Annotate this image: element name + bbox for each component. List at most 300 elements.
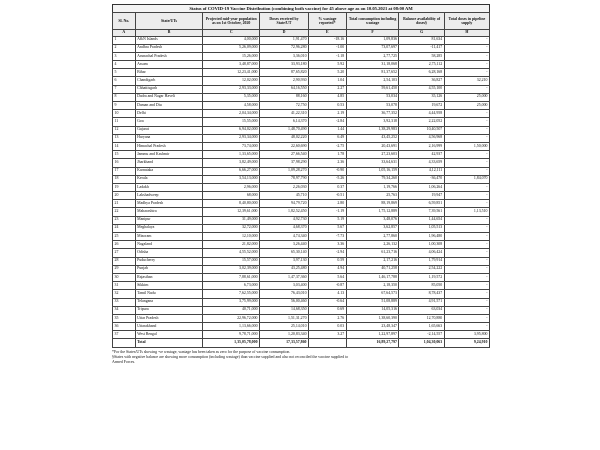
cell-wastage: -1.18 — [309, 52, 347, 60]
cell-population: 40,71,000 — [203, 306, 260, 314]
cell-wastage: 1.04 — [309, 77, 347, 85]
table-row — [113, 93, 490, 101]
cell-sl-no: 5 — [113, 69, 136, 77]
cell-pipeline: 32,210 — [444, 77, 489, 85]
cell-population: 21,82,000 — [203, 241, 260, 249]
cell-pipeline: - — [444, 224, 489, 232]
cell-pipeline: - — [444, 118, 489, 126]
cell-doses-received: 3,36,010 — [260, 52, 309, 60]
cell-population: 3,75,99,000 — [203, 298, 260, 306]
cell-consumption: 20,43,691 — [346, 142, 399, 150]
cell-state-name: Chhattisgarh — [135, 85, 203, 93]
cell-wastage: 2.80 — [309, 200, 347, 208]
cell-wastage: -0.90 — [309, 167, 347, 175]
cell-balance: 12,70,880 — [399, 314, 444, 322]
cell-pipeline: - — [444, 265, 489, 273]
cell-wastage: -2.94 — [309, 249, 347, 257]
cell-state-name: Maharashtra — [135, 208, 203, 216]
table-row — [113, 167, 490, 175]
cell-balance: 19,672 — [399, 102, 444, 110]
cell-state-name: Daman and Diu — [135, 102, 203, 110]
table-row — [113, 290, 490, 298]
cell-population: 8,40,80,000 — [203, 200, 260, 208]
cell-balance: -11,417 — [399, 44, 444, 52]
cell-sl-no: 34 — [113, 306, 136, 314]
cell-consumption: 23,48,347 — [346, 323, 399, 331]
table-row — [113, 77, 490, 85]
cell-consumption: 2,18,350 — [346, 282, 399, 290]
cell-doses-received: 94,79,720 — [260, 200, 309, 208]
table-row — [113, 192, 490, 200]
cell-wastage: 4.85 — [309, 93, 347, 101]
cell-pipeline: - — [444, 126, 489, 134]
cell-state-name: Assam — [135, 61, 203, 69]
cell-state-name: Himachal Pradesh — [135, 142, 203, 150]
cell-pipeline: - — [444, 233, 489, 241]
cell-sl-no: 14 — [113, 142, 136, 150]
cell-population: 1,33,65,000 — [203, 151, 260, 159]
cell-population: 68,000 — [203, 192, 260, 200]
total-balance: 1,04,30,063 — [399, 339, 444, 348]
cell-sl-no: 27 — [113, 249, 136, 257]
cell-state-name: Gujarat — [135, 126, 203, 134]
cell-wastage: 6.49 — [309, 134, 347, 142]
footnotes — [112, 350, 490, 365]
cell-consumption: 67,64,573 — [346, 290, 399, 298]
cell-state-name: Puducherry — [135, 257, 203, 265]
cell-balance: 19,947 — [399, 192, 444, 200]
cell-population: 6,73,000 — [203, 282, 260, 290]
cell-doses-received: 78,97,790 — [260, 175, 309, 183]
cell-wastage: 4.94 — [309, 265, 347, 273]
table-row — [113, 265, 490, 273]
cell-state-name: Punjab — [135, 265, 203, 273]
cell-balance: 1,06,264 — [399, 183, 444, 191]
cell-population: 5,35,000 — [203, 93, 260, 101]
footnote-negative-balance: §States with negative balance are showing more consumption (including wastage) than vaccine supplied and also not reconciled the vaccine supplied to — [112, 354, 349, 359]
cell-doses-received: 64,16,550 — [260, 85, 309, 93]
cell-pipeline: - — [444, 282, 489, 290]
table-header — [113, 13, 490, 30]
cell-population: 6,66,27,000 — [203, 167, 260, 175]
cell-balance: 1,19,572 — [399, 273, 444, 281]
cell-sl-no: 29 — [113, 265, 136, 273]
column-letter: C — [203, 30, 260, 37]
header-sl-no: Sl. No. — [113, 13, 136, 30]
cell-consumption: 79,34,260 — [346, 175, 399, 183]
cell-population: 2,93,33,000 — [203, 85, 260, 93]
cell-doses-received: 1,82,52,450 — [260, 208, 309, 216]
cell-pipeline: - — [444, 134, 489, 142]
cell-consumption: 88,19,869 — [346, 200, 399, 208]
cell-sl-no: 17 — [113, 167, 136, 175]
total-population: 1,35,05,78,000 — [203, 339, 260, 348]
cell-state-name: Tripura — [135, 306, 203, 314]
cell-pipeline: - — [444, 192, 489, 200]
table-row — [113, 175, 490, 183]
cell-sl-no: 15 — [113, 151, 136, 159]
cell-doses-received: 4,92,730 — [260, 216, 309, 224]
cell-balance: 10,40,507 — [399, 126, 444, 134]
cell-population: 2,96,000 — [203, 183, 260, 191]
column-letter: A — [113, 30, 136, 37]
cell-population: 15,55,000 — [203, 118, 260, 126]
cell-state-name: Dadra and Nagar Haveli — [135, 93, 203, 101]
cell-population: 12,39,61,000 — [203, 208, 260, 216]
cell-consumption: 43,45,252 — [346, 134, 399, 142]
header-balance: Balance availability of doses§ — [399, 13, 444, 30]
column-letter: H — [444, 30, 489, 37]
cell-doses-received: 33,93,180 — [260, 61, 309, 69]
cell-state-name: Karnataka — [135, 167, 203, 175]
cell-population: 12,23,41,000 — [203, 69, 260, 77]
cell-consumption: 1,22,97,897 — [346, 331, 399, 339]
table-row — [113, 126, 490, 134]
total-doses-received: 17,33,57,860 — [260, 339, 309, 348]
cell-sl-no: 16 — [113, 159, 136, 167]
total-pipeline: 9,24,910 — [444, 339, 489, 348]
table-row — [113, 306, 490, 314]
cell-doses-received: 1,09,28,270 — [260, 167, 309, 175]
cell-wastage: 4.13 — [309, 290, 347, 298]
cell-pipeline: - — [444, 85, 489, 93]
cell-sl-no: 8 — [113, 93, 136, 101]
cell-consumption: 2,77,860 — [346, 233, 399, 241]
cell-pipeline: - — [444, 306, 489, 314]
column-letter: F — [346, 30, 399, 37]
table-row — [113, 134, 490, 142]
cell-doses-received: 37,98,290 — [260, 159, 309, 167]
cell-pipeline: - — [444, 298, 489, 306]
cell-sl-no: 25 — [113, 233, 136, 241]
header-doses-received: Doses received by State/UT — [260, 13, 309, 30]
cell-state-name: Nagaland — [135, 241, 203, 249]
cell-state-name: Chandigarh — [135, 77, 203, 85]
cell-pipeline: - — [444, 183, 489, 191]
cell-state-name: Uttarakhand — [135, 323, 203, 331]
cell-doses-received: 2,26,030 — [260, 183, 309, 191]
total-consumption: 16,89,27,797 — [346, 339, 399, 348]
vaccine-table — [112, 12, 490, 348]
cell-pipeline: - — [444, 52, 489, 60]
cell-state-name: A&N Islands — [135, 36, 203, 44]
cell-state-name: Sikkim — [135, 282, 203, 290]
cell-balance: 4,91,571 — [399, 298, 444, 306]
cell-sl-no: 31 — [113, 282, 136, 290]
table-row — [113, 208, 490, 216]
cell-pipeline: - — [444, 273, 489, 281]
cell-doses-received: 65,30,140 — [260, 249, 309, 257]
cell-pipeline: - — [444, 36, 489, 44]
table-row — [113, 102, 490, 110]
cell-doses-received: 72,750 — [260, 102, 309, 110]
table-row — [113, 323, 490, 331]
cell-doses-received: 3,97,130 — [260, 257, 309, 265]
cell-state-name: Uttar Pradesh — [135, 314, 203, 322]
cell-wastage: 3.36 — [309, 241, 347, 249]
cell-pipeline: - — [444, 249, 489, 257]
cell-state-name: Mizoram — [135, 233, 203, 241]
cell-balance: 4,33,659 — [399, 159, 444, 167]
cell-sl-no: 23 — [113, 216, 136, 224]
cell-population: 1,13,66,000 — [203, 323, 260, 331]
cell-sl-no: 12 — [113, 126, 136, 134]
cell-wastage: 2.36 — [309, 159, 347, 167]
cell-state-name: Jammu and Kashmir — [135, 151, 203, 159]
cell-pipeline: - — [444, 159, 489, 167]
cell-balance: 1,79,914 — [399, 257, 444, 265]
cell-consumption: 2,77,725 — [346, 52, 399, 60]
cell-consumption: 31,18,068 — [346, 61, 399, 69]
cell-population: 4,55,52,000 — [203, 249, 260, 257]
cell-state-name: Meghalaya — [135, 224, 203, 232]
cell-sl-no: 3 — [113, 52, 136, 60]
cell-consumption: 53,078 — [346, 102, 399, 110]
cell-wastage: 0.53 — [309, 102, 347, 110]
cell-sl-no: 21 — [113, 200, 136, 208]
cell-balance: 8,78,437 — [399, 290, 444, 298]
cell-wastage: -0.51 — [309, 192, 347, 200]
table-row — [113, 298, 490, 306]
cell-state-name: Madhya Pradesh — [135, 200, 203, 208]
header-consumption: Total consumption including wastage — [346, 13, 399, 30]
cell-pipeline: - — [444, 257, 489, 265]
cell-pipeline: - — [444, 314, 489, 322]
cell-balance: 35,126 — [399, 93, 444, 101]
cell-population: 7,88,61,000 — [203, 273, 260, 281]
cell-pipeline: 1,50,000 — [444, 142, 489, 150]
table-row — [113, 85, 490, 93]
cell-consumption: 53,034 — [346, 93, 399, 101]
cell-wastage: 5.92 — [309, 61, 347, 69]
cell-population: 2,04,34,000 — [203, 110, 260, 118]
cell-pipeline: - — [444, 200, 489, 208]
cell-balance: -36,470 — [399, 175, 444, 183]
cell-state-name: Goa — [135, 118, 203, 126]
cell-sl-no: 7 — [113, 85, 136, 93]
total-row — [113, 339, 490, 348]
cell-balance: 4,55,100 — [399, 85, 444, 93]
cell-state-name: Arunachal Pradesh — [135, 52, 203, 60]
cell-state-name: Rajasthan — [135, 273, 203, 281]
table-row — [113, 200, 490, 208]
table-row — [113, 44, 490, 52]
table-row — [113, 183, 490, 191]
cell-doses-received: 2,90,930 — [260, 77, 309, 85]
cell-doses-received: 1,47,37,360 — [260, 273, 309, 281]
cell-sl-no: 36 — [113, 323, 136, 331]
cell-sl-no: 4 — [113, 61, 136, 69]
cell-population: 3,54,13,000 — [203, 175, 260, 183]
cell-doses-received: 22,60,690 — [260, 142, 309, 150]
cell-balance: 63,034 — [399, 306, 444, 314]
cell-wastage: 5.20 — [309, 69, 347, 77]
cell-pipeline: 25,000 — [444, 93, 489, 101]
header-state: State/UTs — [135, 13, 203, 30]
cell-state-name: Manipur — [135, 216, 203, 224]
cell-sl-no: 24 — [113, 224, 136, 232]
cell-balance: 2,75,112 — [399, 61, 444, 69]
cell-sl-no: 10 — [113, 110, 136, 118]
cell-population: 2,93,34,000 — [203, 134, 260, 142]
cell-population: 32,72,000 — [203, 224, 260, 232]
cell-balance: 4,56,968 — [399, 134, 444, 142]
cell-wastage: 5.67 — [309, 224, 347, 232]
cell-doses-received: 87,65,820 — [260, 69, 309, 77]
table-row — [113, 69, 490, 77]
cell-sl-no: 19 — [113, 183, 136, 191]
cell-consumption: 1,05,16,159 — [346, 167, 399, 175]
table-row — [113, 61, 490, 69]
cell-wastage: -7.73 — [309, 233, 347, 241]
table-row — [113, 241, 490, 249]
cell-wastage: 5.19 — [309, 216, 347, 224]
header-population: Projected mid-year population as on 1st October, 2020 — [203, 13, 260, 30]
cell-balance: 58,285 — [399, 52, 444, 60]
table-row — [113, 273, 490, 281]
cell-doses-received: 4,68,370 — [260, 224, 309, 232]
cell-wastage: -18.16 — [309, 36, 347, 44]
cell-consumption: 33,64,631 — [346, 159, 399, 167]
cell-balance: 6,59,851 — [399, 200, 444, 208]
cell-balance: 1,00,308 — [399, 241, 444, 249]
cell-wastage: 0.59 — [309, 257, 347, 265]
cell-wastage: 1.44 — [309, 126, 347, 134]
cell-consumption: 81,37,652 — [346, 69, 399, 77]
cell-balance: 1,44,654 — [399, 216, 444, 224]
cell-wastage: -0.87 — [309, 282, 347, 290]
cell-consumption: 2,54,103 — [346, 77, 399, 85]
cell-consumption: 51,08,889 — [346, 298, 399, 306]
cell-consumption: 3,92,318 — [346, 118, 399, 126]
cell-wastage: 0.03 — [309, 323, 347, 331]
cell-balance: 4,06,424 — [399, 249, 444, 257]
cell-wastage: -0.64 — [309, 298, 347, 306]
cell-doses-received: 56,00,460 — [260, 298, 309, 306]
cell-state-name: Bihar — [135, 69, 203, 77]
table-row — [113, 257, 490, 265]
total-label: Total — [135, 339, 203, 348]
cell-balance: 4,12,111 — [399, 167, 444, 175]
cell-wastage: 2.19 — [309, 110, 347, 118]
cell-consumption: 3,48,076 — [346, 216, 399, 224]
cell-consumption: 1,38,29,983 — [346, 126, 399, 134]
cell-consumption: 36,77,352 — [346, 110, 399, 118]
cell-state-name: Tamil Nadu — [135, 290, 203, 298]
cell-balance: 42,937 — [399, 151, 444, 159]
cell-pipeline: - — [444, 69, 489, 77]
cell-consumption: 59,61,450 — [346, 85, 399, 93]
cell-consumption: 73,07,697 — [346, 44, 399, 52]
cell-pipeline: - — [444, 61, 489, 69]
cell-balance: -2,14,557 — [399, 331, 444, 339]
cell-pipeline: - — [444, 323, 489, 331]
total-wastage — [309, 339, 347, 348]
cell-doses-received: 27,66,540 — [260, 151, 309, 159]
cell-consumption: 1,46,17,788 — [346, 273, 399, 281]
column-letter: B — [135, 30, 203, 37]
cell-consumption: 1,38,60,390 — [346, 314, 399, 322]
cell-state-name: West Bengal — [135, 331, 203, 339]
cell-consumption: 2,17,216 — [346, 257, 399, 265]
column-letter: E — [309, 30, 347, 37]
column-letter: D — [260, 30, 309, 37]
table-row — [113, 216, 490, 224]
cell-state-name: Lakshadweep — [135, 192, 203, 200]
cell-sl-no: 20 — [113, 192, 136, 200]
cell-population: 12,10,000 — [203, 233, 260, 241]
cell-doses-received: 45,710 — [260, 192, 309, 200]
cell-state-name: Kerala — [135, 175, 203, 183]
cell-population: 4,00,000 — [203, 36, 260, 44]
cell-population: 3,02,39,000 — [203, 265, 260, 273]
table-row — [113, 118, 490, 126]
header-pipeline: Total doses in pipeline supply — [444, 13, 489, 30]
cell-pipeline: - — [444, 110, 489, 118]
cell-population: 4,58,000 — [203, 102, 260, 110]
cell-doses-received: 43,25,480 — [260, 265, 309, 273]
cell-consumption: 61,23,716 — [346, 249, 399, 257]
cell-consumption: 25,763 — [346, 192, 399, 200]
cell-doses-received: 1,48,70,490 — [260, 126, 309, 134]
cell-population: 15,26,000 — [203, 52, 260, 60]
cell-population: 3,82,49,000 — [203, 159, 260, 167]
cell-sl-no: 37 — [113, 331, 136, 339]
table-row — [113, 249, 490, 257]
cell-population: 22,96,72,000 — [203, 314, 260, 322]
cell-balance: 7,39,561 — [399, 208, 444, 216]
cell-balance: 1,65,663 — [399, 323, 444, 331]
cell-balance: 4,44,958 — [399, 110, 444, 118]
cell-sl-no: 11 — [113, 118, 136, 126]
cell-state-name: Odisha — [135, 249, 203, 257]
cell-sl-no: 26 — [113, 241, 136, 249]
cell-wastage: -1.00 — [309, 44, 347, 52]
cell-doses-received: 6,14,370 — [260, 118, 309, 126]
cell-wastage: 2.27 — [309, 85, 347, 93]
cell-doses-received: 14,68,350 — [260, 306, 309, 314]
cell-doses-received: 76,43,010 — [260, 290, 309, 298]
cell-consumption: 3,62,857 — [346, 224, 399, 232]
cell-doses-received: 3,03,400 — [260, 282, 309, 290]
cell-consumption: 14,05,316 — [346, 306, 399, 314]
cell-doses-received: 25,14,010 — [260, 323, 309, 331]
footnote-armed-forces: Armed Forces. — [112, 359, 136, 364]
cell-balance: 1,05,513 — [399, 224, 444, 232]
cell-consumption: 1,09,836 — [346, 36, 399, 44]
cell-state-name: Delhi — [135, 110, 203, 118]
cell-state-name: Jharkhand — [135, 159, 203, 167]
cell-balance: 6,28,168 — [399, 69, 444, 77]
total-sl — [113, 339, 136, 348]
cell-consumption: 27,23,603 — [346, 151, 399, 159]
cell-wastage: 0.37 — [309, 183, 347, 191]
table-row — [113, 159, 490, 167]
cell-sl-no: 9 — [113, 102, 136, 110]
cell-doses-received: 1,91,470 — [260, 36, 309, 44]
cell-doses-received: 3,26,440 — [260, 241, 309, 249]
cell-population: 9,78,71,000 — [203, 331, 260, 339]
cell-sl-no: 35 — [113, 314, 136, 322]
table-row — [113, 282, 490, 290]
cell-pipeline: - — [444, 216, 489, 224]
cell-pipeline: - — [444, 151, 489, 159]
cell-balance: 2,16,999 — [399, 142, 444, 150]
cell-sl-no: 1 — [113, 36, 136, 44]
header-wastage: % wastage reported* — [309, 13, 347, 30]
cell-consumption: 1,75,12,889 — [346, 208, 399, 216]
cell-pipeline: 1,84,070 — [444, 175, 489, 183]
